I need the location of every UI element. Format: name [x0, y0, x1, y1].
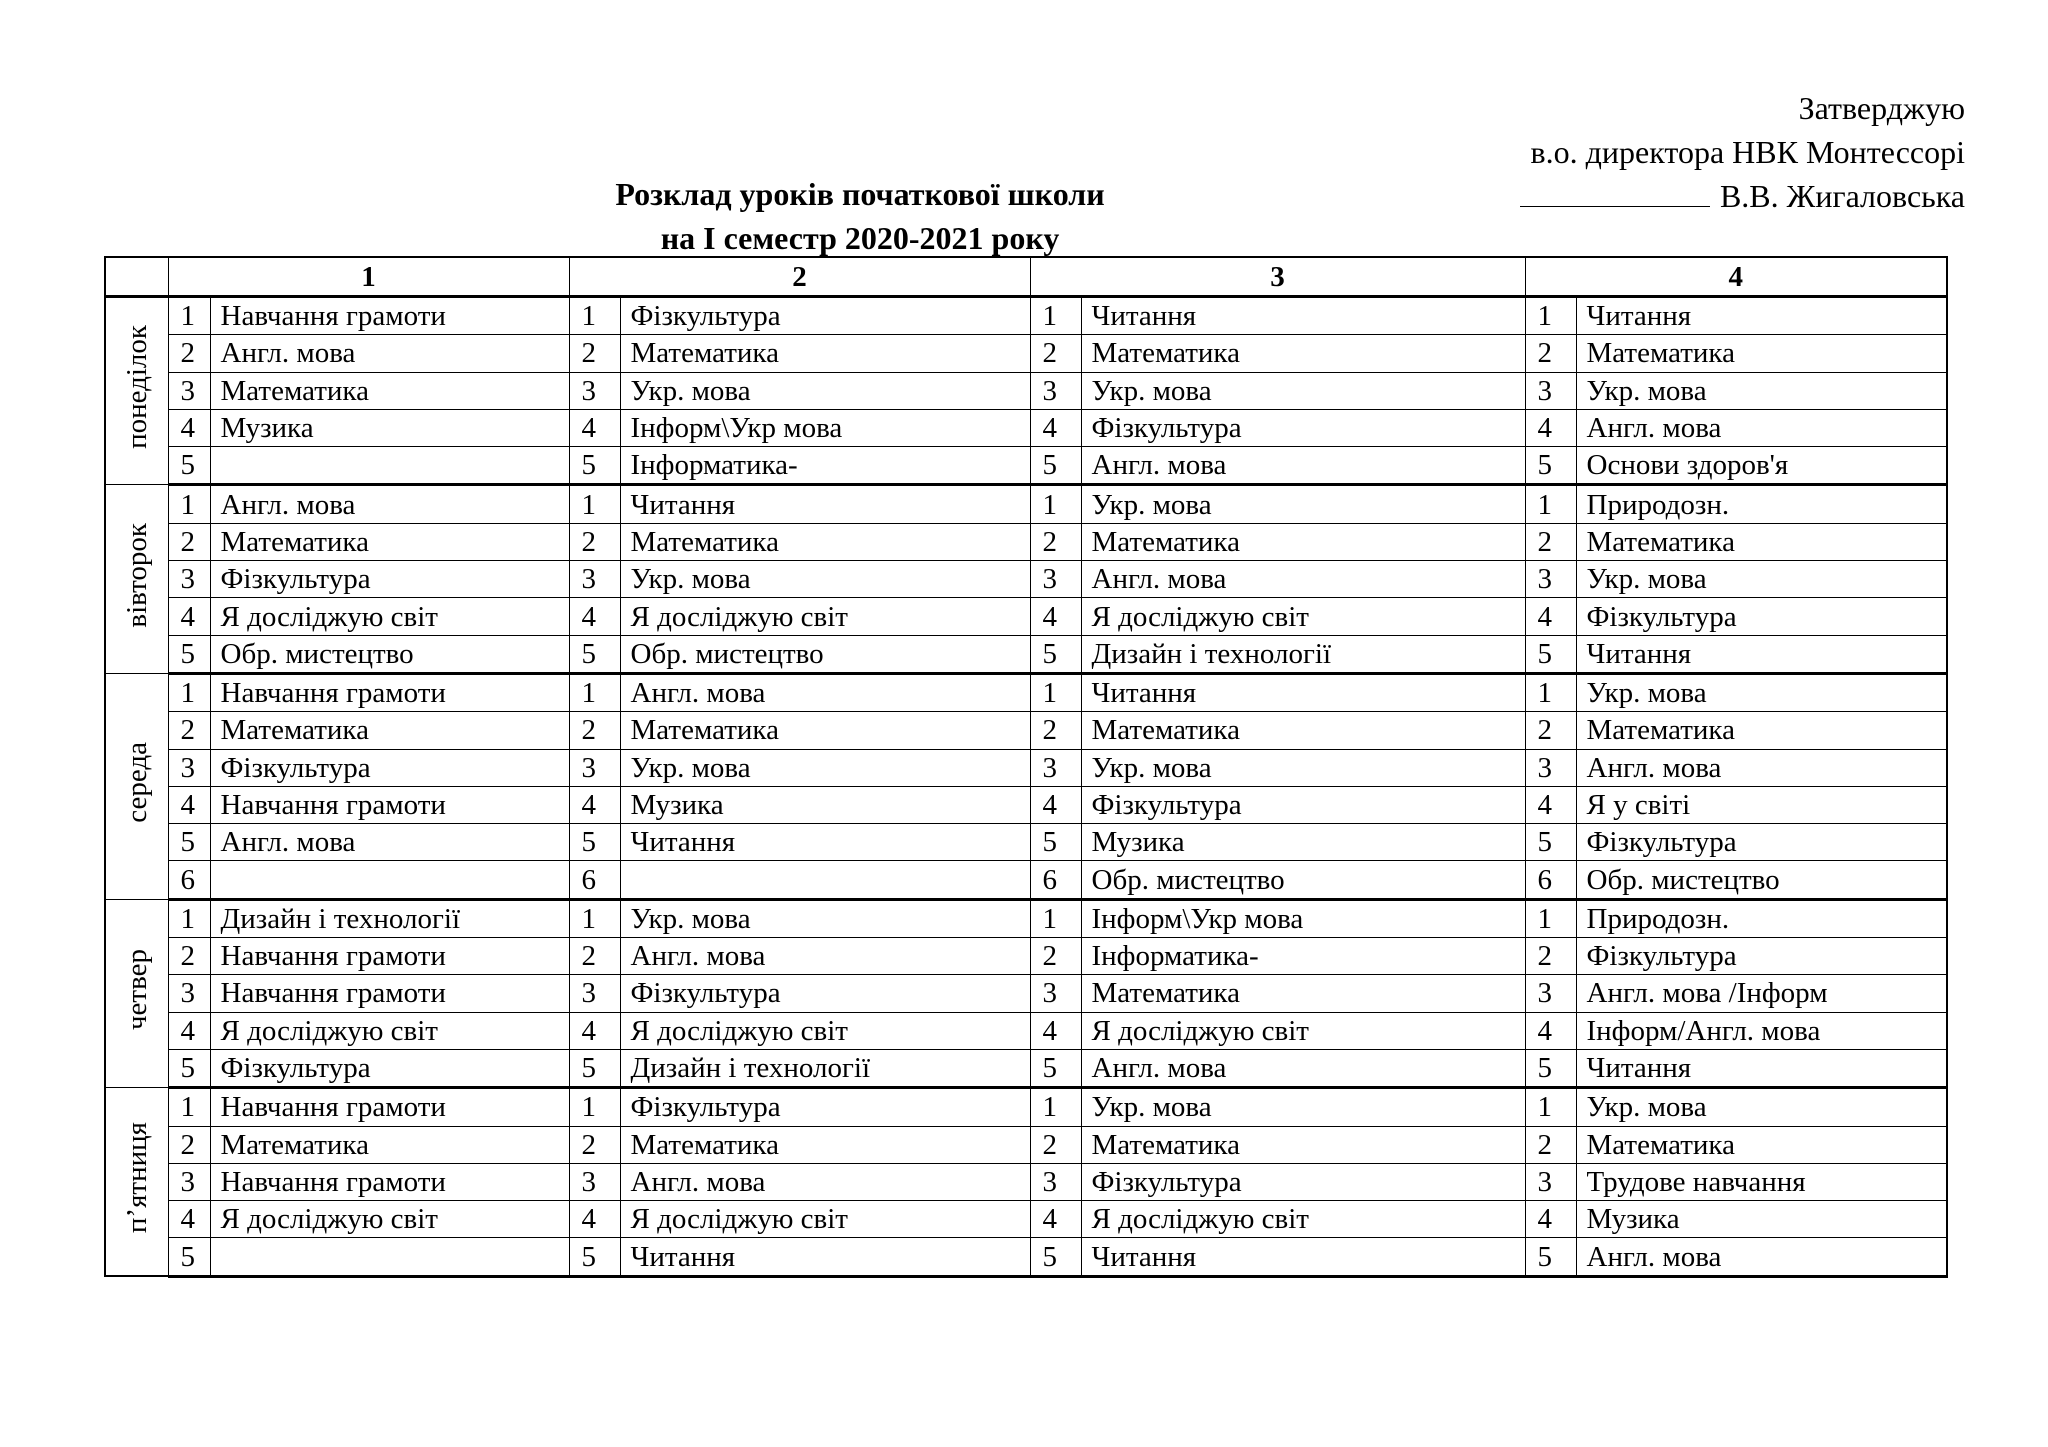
lesson-row [105, 297, 1947, 335]
lesson-subject: Я досліджую світ [620, 1201, 1030, 1238]
lesson-row [105, 561, 1947, 598]
day-cell [105, 673, 168, 899]
day-label: понеділок [120, 325, 153, 450]
lesson-row [105, 409, 1947, 446]
lesson-number: 3 [1525, 975, 1576, 1012]
lesson-row [105, 447, 1947, 485]
lesson-number: 1 [168, 485, 210, 523]
lesson-subject: Інформатика- [620, 447, 1030, 485]
lesson-number: 5 [1525, 1238, 1576, 1276]
day-label: четвер [120, 948, 153, 1030]
lesson-number: 5 [1030, 447, 1081, 485]
lesson-subject: Читання [1081, 673, 1525, 711]
lesson-row [105, 749, 1947, 786]
lesson-subject: Англ. мова [1576, 409, 1947, 446]
lesson-number: 4 [1525, 409, 1576, 446]
lesson-number: 2 [168, 712, 210, 749]
lesson-number: 4 [569, 786, 620, 823]
lesson-subject: Укр. мова [1576, 561, 1947, 598]
lesson-number: 4 [1525, 786, 1576, 823]
lesson-subject: Математика [1576, 523, 1947, 560]
lesson-number: 1 [1525, 673, 1576, 711]
lesson-subject: Укр. мова [1576, 372, 1947, 409]
title-line-1: Розклад уроків початкової школи [615, 176, 1105, 212]
lesson-number: 1 [1525, 297, 1576, 335]
lesson-subject: Я досліджую світ [1081, 1201, 1525, 1238]
lesson-number: 5 [168, 1238, 210, 1276]
lesson-subject: Музика [620, 786, 1030, 823]
lesson-subject: Математика [1576, 335, 1947, 372]
lesson-subject: Математика [620, 335, 1030, 372]
lesson-number: 2 [1030, 938, 1081, 975]
lesson-number: 3 [569, 749, 620, 786]
lesson-number: 1 [569, 297, 620, 335]
lesson-subject: Укр. мова [1081, 749, 1525, 786]
lesson-subject: Обр. мистецтво [210, 635, 569, 673]
lesson-number: 3 [1525, 372, 1576, 409]
lesson-number: 6 [1525, 861, 1576, 899]
lesson-number: 3 [1030, 749, 1081, 786]
lesson-number: 3 [1030, 561, 1081, 598]
lesson-row [105, 712, 1947, 749]
lesson-number: 5 [1525, 1049, 1576, 1087]
lesson-subject: Дизайн і технології [620, 1049, 1030, 1087]
lesson-subject: Англ. мова [210, 485, 569, 523]
lesson-row [105, 372, 1947, 409]
lesson-number: 3 [569, 561, 620, 598]
lesson-number: 2 [569, 1126, 620, 1163]
lesson-subject: Англ. мова [1576, 1238, 1947, 1276]
lesson-subject: Фізкультура [1576, 938, 1947, 975]
lesson-subject: Я досліджую світ [210, 598, 569, 635]
lesson-row [105, 824, 1947, 861]
lesson-subject: Фізкультура [210, 1049, 569, 1087]
lesson-number: 1 [168, 673, 210, 711]
lesson-subject: Я досліджую світ [1081, 598, 1525, 635]
lesson-number: 5 [1030, 635, 1081, 673]
lesson-row [105, 335, 1947, 372]
lesson-subject: Математика [1081, 975, 1525, 1012]
lesson-row [105, 485, 1947, 523]
lesson-subject: Навчання грамоти [210, 786, 569, 823]
lesson-number: 2 [168, 335, 210, 372]
lesson-number: 4 [1030, 1012, 1081, 1049]
lesson-number: 5 [168, 447, 210, 485]
title-line-2: на І семестр 2020-2021 року [660, 220, 1060, 256]
lesson-subject: Англ. мова [1081, 447, 1525, 485]
lesson-number: 6 [1030, 861, 1081, 899]
lesson-subject: Англ. мова [1081, 561, 1525, 598]
lesson-subject: Навчання грамоти [210, 938, 569, 975]
schedule-body [105, 297, 1947, 1277]
day-cell [105, 1088, 168, 1276]
lesson-subject: Фізкультура [620, 297, 1030, 335]
lesson-number: 5 [1525, 635, 1576, 673]
lesson-subject: Читання [1081, 1238, 1525, 1276]
lesson-number: 5 [1525, 447, 1576, 485]
lesson-row [105, 523, 1947, 560]
class-header-4: 4 [1525, 257, 1947, 297]
lesson-subject: Інформатика- [1081, 938, 1525, 975]
lesson-number: 4 [168, 598, 210, 635]
lesson-number: 1 [1030, 1088, 1081, 1126]
lesson-row [105, 975, 1947, 1012]
lesson-number: 1 [569, 1088, 620, 1126]
lesson-subject: Математика [620, 523, 1030, 560]
lesson-subject: Англ. мова /Інформ [1576, 975, 1947, 1012]
lesson-number: 2 [168, 1126, 210, 1163]
lesson-number: 3 [168, 975, 210, 1012]
day-cell [105, 297, 168, 485]
lesson-subject: Природозн. [1576, 485, 1947, 523]
lesson-number: 3 [569, 372, 620, 409]
lesson-subject [620, 861, 1030, 899]
lesson-subject [210, 861, 569, 899]
lesson-number: 2 [1525, 1126, 1576, 1163]
lesson-subject: Інформ\Укр мова [620, 409, 1030, 446]
class-header-1: 1 [168, 257, 569, 297]
lesson-subject [210, 1238, 569, 1276]
lesson-subject: Читання [620, 485, 1030, 523]
lesson-subject: Укр. мова [620, 561, 1030, 598]
lesson-subject: Дизайн і технології [1081, 635, 1525, 673]
lesson-row [105, 1012, 1947, 1049]
lesson-row [105, 938, 1947, 975]
lesson-number: 4 [569, 598, 620, 635]
lesson-subject: Математика [1081, 712, 1525, 749]
lesson-subject: Музика [210, 409, 569, 446]
lesson-subject: Читання [1576, 1049, 1947, 1087]
lesson-subject: Математика [1081, 1126, 1525, 1163]
class-header-3: 3 [1030, 257, 1525, 297]
lesson-subject: Математика [210, 523, 569, 560]
lesson-number: 5 [569, 447, 620, 485]
lesson-subject: Англ. мова [210, 335, 569, 372]
document-title [500, 172, 1220, 260]
lesson-subject: Англ. мова [1576, 749, 1947, 786]
class-header-row [105, 257, 1947, 297]
lesson-subject: Фізкультура [1081, 786, 1525, 823]
lesson-subject: Я досліджую світ [210, 1201, 569, 1238]
lesson-number: 5 [168, 824, 210, 861]
lesson-number: 1 [569, 485, 620, 523]
lesson-row [105, 635, 1947, 673]
lesson-number: 5 [569, 1238, 620, 1276]
lesson-number: 3 [1030, 1163, 1081, 1200]
lesson-subject: Навчання грамоти [210, 297, 569, 335]
lesson-number: 1 [1030, 899, 1081, 937]
lesson-subject: Англ. мова [620, 938, 1030, 975]
lesson-subject: Обр. мистецтво [1576, 861, 1947, 899]
lesson-number: 3 [168, 749, 210, 786]
approval-line: Затверджую [1798, 90, 1965, 126]
lesson-number: 3 [1030, 975, 1081, 1012]
lesson-number: 1 [1525, 899, 1576, 937]
lesson-row [105, 598, 1947, 635]
lesson-number: 1 [569, 899, 620, 937]
lesson-number: 4 [1030, 1201, 1081, 1238]
lesson-subject: Природозн. [1576, 899, 1947, 937]
lesson-subject: Інформ\Укр мова [1081, 899, 1525, 937]
lesson-number: 4 [168, 1201, 210, 1238]
lesson-subject: Математика [1081, 523, 1525, 560]
lesson-number: 3 [168, 1163, 210, 1200]
lesson-number: 3 [569, 1163, 620, 1200]
lesson-number: 4 [1525, 1012, 1576, 1049]
lesson-subject: Навчання грамоти [210, 975, 569, 1012]
lesson-number: 5 [1030, 824, 1081, 861]
lesson-subject: Укр. мова [1081, 485, 1525, 523]
lesson-number: 2 [1525, 938, 1576, 975]
lesson-number: 5 [168, 635, 210, 673]
class-header-2: 2 [569, 257, 1030, 297]
approval-block [1520, 86, 1965, 218]
lesson-number: 4 [168, 786, 210, 823]
lesson-subject: Читання [620, 824, 1030, 861]
lesson-number: 5 [569, 824, 620, 861]
lesson-subject: Англ. мова [210, 824, 569, 861]
lesson-subject: Англ. мова [620, 673, 1030, 711]
approval-position: в.о. директора НВК Монтессорі [1530, 134, 1965, 170]
lesson-subject: Укр. мова [620, 372, 1030, 409]
lesson-number: 2 [168, 523, 210, 560]
lesson-number: 2 [569, 712, 620, 749]
lesson-number: 4 [168, 1012, 210, 1049]
lesson-row [105, 1126, 1947, 1163]
lesson-number: 2 [1525, 523, 1576, 560]
lesson-number: 5 [168, 1049, 210, 1087]
lesson-number: 1 [1030, 485, 1081, 523]
lesson-number: 3 [1525, 561, 1576, 598]
lesson-subject: Математика [620, 712, 1030, 749]
lesson-subject: Я досліджую світ [620, 1012, 1030, 1049]
lesson-number: 1 [1030, 297, 1081, 335]
lesson-subject: Математика [1576, 712, 1947, 749]
lesson-subject: Обр. мистецтво [1081, 861, 1525, 899]
lesson-subject: Музика [1576, 1201, 1947, 1238]
lesson-subject: Я досліджую світ [620, 598, 1030, 635]
lesson-subject: Укр. мова [1081, 372, 1525, 409]
lesson-number: 3 [569, 975, 620, 1012]
lesson-row [105, 1201, 1947, 1238]
lesson-number: 4 [569, 409, 620, 446]
lesson-row [105, 899, 1947, 937]
signature-line [1520, 178, 1710, 207]
lesson-row [105, 673, 1947, 711]
lesson-number: 5 [1030, 1049, 1081, 1087]
lesson-number: 4 [1030, 409, 1081, 446]
lesson-number: 5 [569, 635, 620, 673]
lesson-number: 5 [569, 1049, 620, 1087]
lesson-subject [210, 447, 569, 485]
lesson-number: 1 [1525, 1088, 1576, 1126]
lesson-number: 4 [569, 1201, 620, 1238]
lesson-number: 4 [1525, 598, 1576, 635]
lesson-number: 6 [168, 861, 210, 899]
lesson-number: 3 [168, 372, 210, 409]
corner-cell [105, 257, 168, 297]
lesson-number: 1 [168, 899, 210, 937]
lesson-subject: Навчання грамоти [210, 1163, 569, 1200]
lesson-number: 3 [1525, 749, 1576, 786]
lesson-number: 2 [569, 335, 620, 372]
lesson-subject: Математика [1576, 1126, 1947, 1163]
lesson-subject: Фізкультура [1081, 409, 1525, 446]
lesson-number: 4 [1030, 786, 1081, 823]
lesson-subject: Я досліджую світ [210, 1012, 569, 1049]
lesson-subject: Читання [620, 1238, 1030, 1276]
lesson-subject: Навчання грамоти [210, 1088, 569, 1126]
lesson-subject: Трудове навчання [1576, 1163, 1947, 1200]
lesson-subject: Основи здоров'я [1576, 447, 1947, 485]
day-label: вівторок [120, 522, 153, 628]
lesson-subject: Укр. мова [1081, 1088, 1525, 1126]
lesson-row [105, 861, 1947, 899]
lesson-number: 2 [1030, 523, 1081, 560]
lesson-subject: Читання [1081, 297, 1525, 335]
lesson-number: 3 [168, 561, 210, 598]
day-label: п’ятниця [120, 1122, 153, 1234]
lesson-number: 2 [1525, 335, 1576, 372]
lesson-subject: Укр. мова [1576, 673, 1947, 711]
lesson-subject: Укр. мова [620, 899, 1030, 937]
lesson-subject: Інформ/Англ. мова [1576, 1012, 1947, 1049]
lesson-row [105, 1163, 1947, 1200]
lesson-subject: Я у світі [1576, 786, 1947, 823]
lesson-subject: Математика [210, 712, 569, 749]
lesson-subject: Навчання грамоти [210, 673, 569, 711]
lesson-subject: Обр. мистецтво [620, 635, 1030, 673]
lesson-number: 2 [1525, 712, 1576, 749]
schedule-table [104, 256, 1948, 1278]
lesson-number: 1 [1030, 673, 1081, 711]
lesson-row [105, 1049, 1947, 1087]
lesson-number: 3 [1030, 372, 1081, 409]
lesson-subject: Англ. мова [620, 1163, 1030, 1200]
lesson-subject: Фізкультура [1081, 1163, 1525, 1200]
lesson-row [105, 1238, 1947, 1276]
lesson-subject: Фізкультура [210, 561, 569, 598]
approval-signature [1520, 174, 1965, 218]
lesson-row [105, 786, 1947, 823]
lesson-subject: Математика [620, 1126, 1030, 1163]
lesson-number: 1 [569, 673, 620, 711]
lesson-subject: Укр. мова [1576, 1088, 1947, 1126]
lesson-row [105, 1088, 1947, 1126]
lesson-number: 2 [569, 938, 620, 975]
lesson-number: 5 [1030, 1238, 1081, 1276]
lesson-subject: Математика [1081, 335, 1525, 372]
lesson-subject: Фізкультура [210, 749, 569, 786]
lesson-subject: Читання [1576, 297, 1947, 335]
lesson-number: 4 [569, 1012, 620, 1049]
lesson-number: 4 [1030, 598, 1081, 635]
lesson-number: 2 [1030, 1126, 1081, 1163]
lesson-subject: Математика [210, 1126, 569, 1163]
lesson-subject: Укр. мова [620, 749, 1030, 786]
lesson-number: 3 [1525, 1163, 1576, 1200]
lesson-subject: Музика [1081, 824, 1525, 861]
lesson-subject: Математика [210, 372, 569, 409]
lesson-number: 1 [168, 297, 210, 335]
lesson-subject: Дизайн і технології [210, 899, 569, 937]
lesson-number: 4 [168, 409, 210, 446]
lesson-number: 1 [1525, 485, 1576, 523]
lesson-number: 5 [1525, 824, 1576, 861]
lesson-number: 2 [1030, 712, 1081, 749]
day-label: середа [120, 742, 153, 823]
lesson-number: 1 [168, 1088, 210, 1126]
lesson-subject: Фізкультура [1576, 598, 1947, 635]
lesson-subject: Англ. мова [1081, 1049, 1525, 1087]
day-cell [105, 485, 168, 673]
lesson-subject: Фізкультура [620, 975, 1030, 1012]
lesson-number: 2 [1030, 335, 1081, 372]
lesson-subject: Читання [1576, 635, 1947, 673]
day-cell [105, 899, 168, 1087]
lesson-subject: Фізкультура [1576, 824, 1947, 861]
signatory-name: В.В. Жигаловська [1719, 178, 1965, 214]
lesson-subject: Я досліджую світ [1081, 1012, 1525, 1049]
lesson-subject: Фізкультура [620, 1088, 1030, 1126]
lesson-number: 4 [1525, 1201, 1576, 1238]
lesson-number: 2 [569, 523, 620, 560]
lesson-number: 2 [168, 938, 210, 975]
lesson-number: 6 [569, 861, 620, 899]
